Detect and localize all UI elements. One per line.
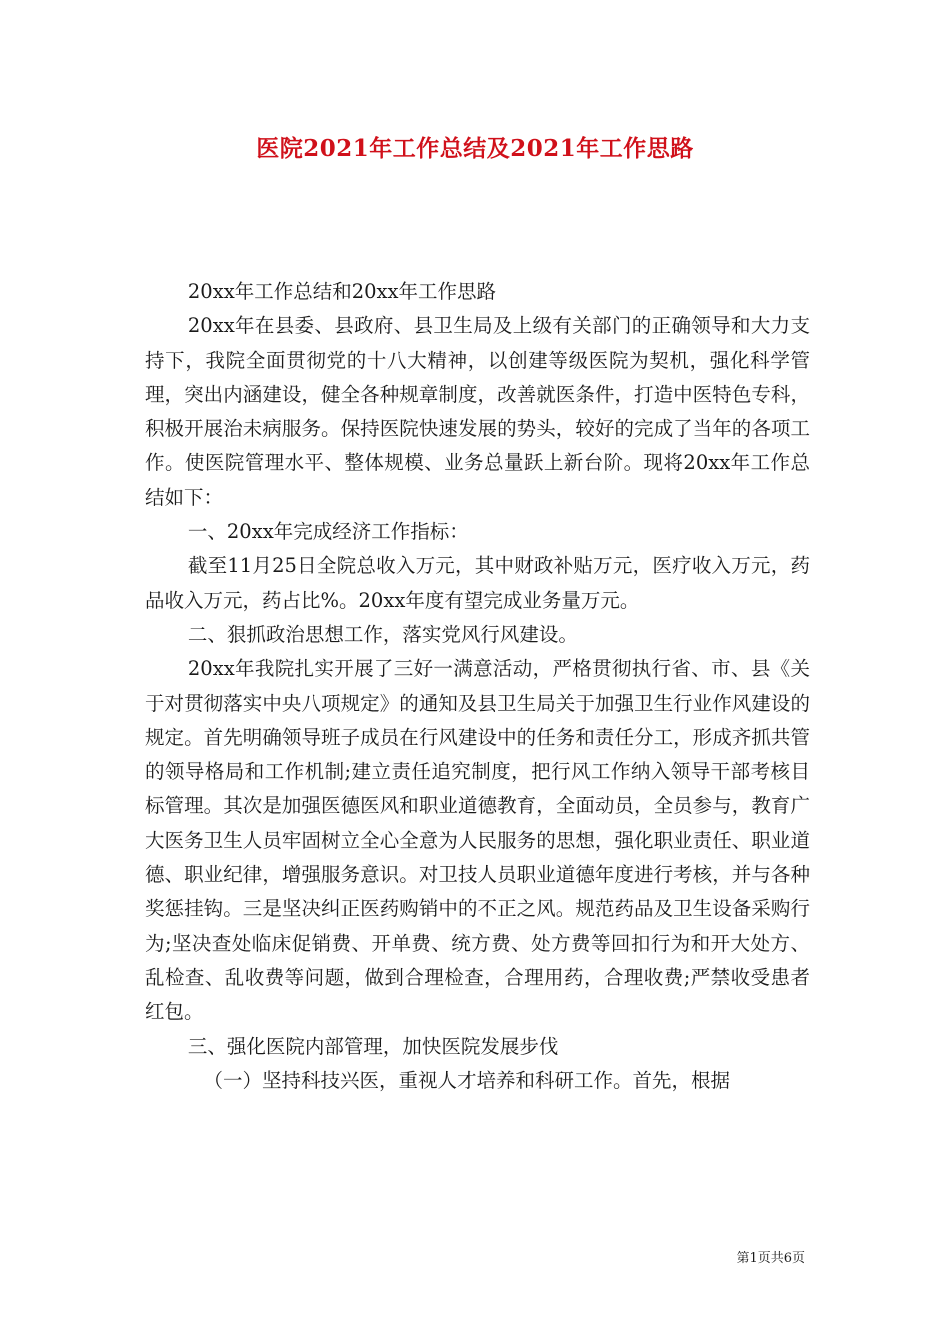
section-heading-2: 二、狠抓政治思想工作，落实党风行风建设。 [187, 622, 578, 646]
paragraph-political: 20xx年我院扎实开展了三好一满意活动，严格贯彻执行省、市、县《关于对贯彻落实中央八项规定》的通知及县卫生局关于加强卫生行业作风建设的规定。首先明确领导班子成员在行风建设中的任务和责任分工，形成齐抓共管的领导格局和工作机制;建立责任追究制度，把行风工作纳入领导干部考核目标管理。其次是加强医德医风和职业道德教育，全面动员，全员参与，教育广大医务卫生人员牢固树立全心全意为人民服务的思想，强化职业责任、职业道德、职业纪律，增强服务意识。对卫技人员职业道德年度进行考核，并与各种奖惩挂钩。三是坚决纠正医药购销中的不正之风。规范药品及卫生设备采购行为;坚决查处临床促销费、开单费、统方费、处方费等回扣行为和开大处方、乱检查、乱收费等问题，做到合理检查，合理用药，合理收费;严禁收受患者红包。 [145, 657, 810, 1024]
paragraph-subtitle: 20xx年工作总结和20xx年工作思路 [187, 280, 497, 303]
paragraph-economic: 截至11月25日全院总收入万元，其中财政补贴万元，医疗收入万元，药品收入万元，药占比%。20xx年度有望完成业务量万元。 [145, 554, 810, 612]
document-title: 医院2021年工作总结及2021年工作思路 [256, 135, 694, 162]
paragraph-intro: 20xx年在县委、县政府、县卫生局及上级有关部门的正确领导和大力支持下，我院全面贯彻党的十八大精神，以创建等级医院为契机，强化科学管理，突出内涵建设，健全各种规章制度，改善就医条件，打造中医特色专科，积极开展治未病服务。保持医院快速发展的势头，较好的完成了当年的各项工作。使医院管理水平、整体规模、业务总量跃上新台阶。现将20xx年工作总结如下： [145, 314, 810, 509]
section-heading-3: 三、强化医院内部管理，加快医院发展步伐 [187, 1034, 559, 1058]
page-number: 第1页共6页 [736, 1251, 805, 1266]
paragraph-subsection-1: （一）坚持科技兴医，重视人才培养和科研工作。首先，根据 [203, 1068, 731, 1092]
section-heading-1: 一、20xx年完成经济工作指标： [187, 520, 469, 544]
document-body [145, 275, 810, 1098]
